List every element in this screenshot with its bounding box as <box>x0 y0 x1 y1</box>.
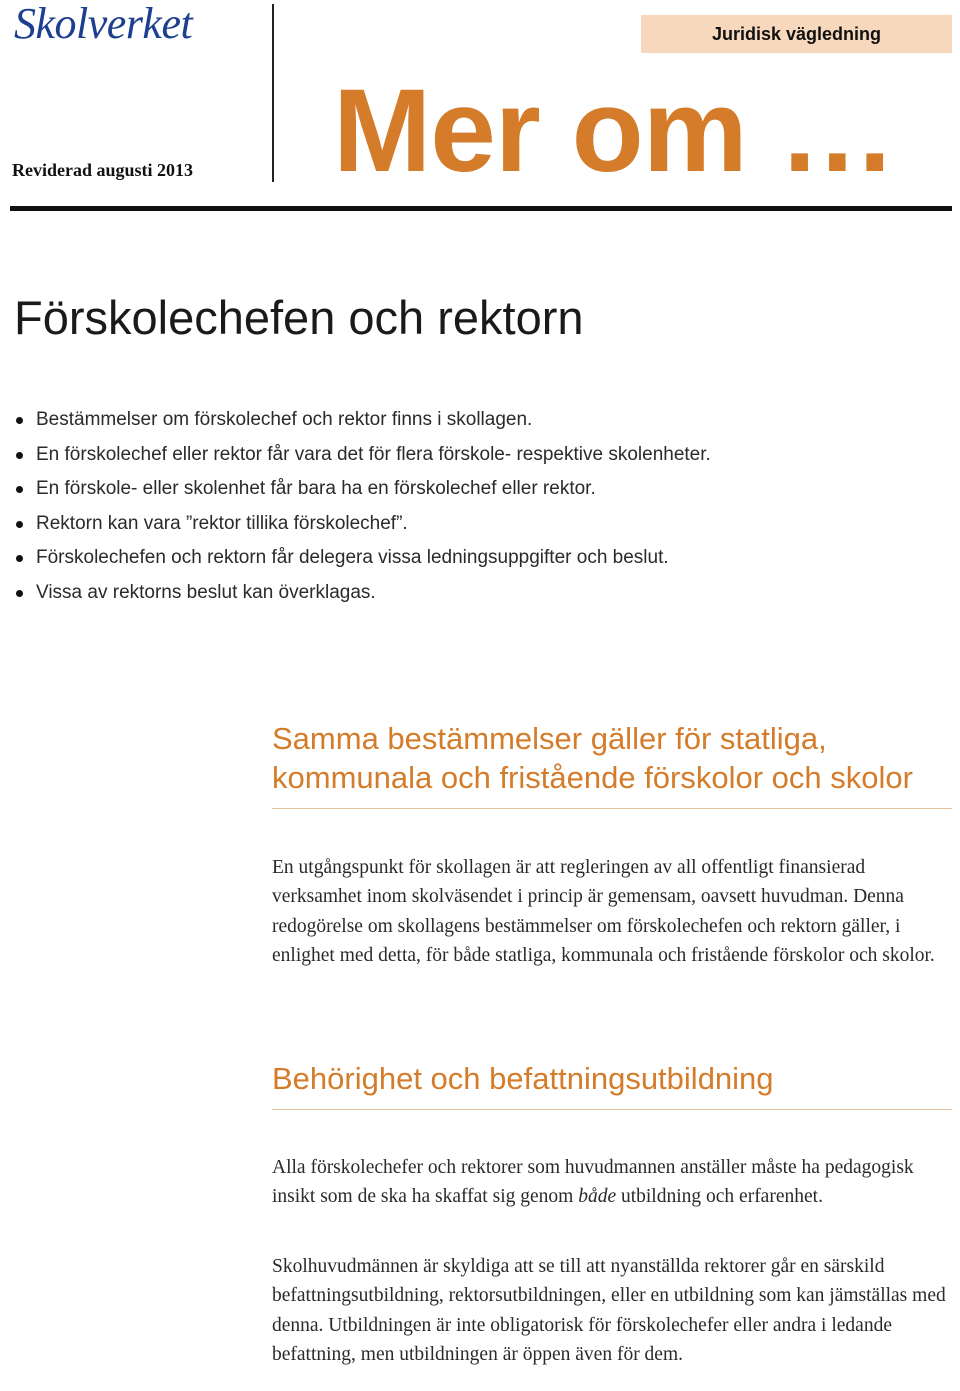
section-qualification-heading <box>272 1059 952 1098</box>
bullet-icon <box>16 555 23 562</box>
section-divider <box>272 808 952 809</box>
section-heading-line: Samma bestämmelser gäller för statliga, <box>272 721 827 756</box>
list-item-text: Förskolechefen och rektorn får delegera vissa ledningsuppgifter och beslut. <box>36 547 669 569</box>
list-item-text: Vissa av rektorns beslut kan överklagas. <box>36 581 376 603</box>
bullet-icon <box>16 590 23 597</box>
bullet-icon <box>16 521 23 528</box>
bullet-icon <box>16 452 23 459</box>
section-heading <box>272 719 952 797</box>
bullet-icon <box>16 417 23 424</box>
list-item <box>14 507 914 542</box>
header-divider <box>10 206 952 211</box>
section-heading-line: kommunala och fristående förskolor och skolor <box>272 760 913 795</box>
paragraph-text: Alla förskolechefer och rektorer som huvudmannen anställer måste ha pedagogisk insikt som de ska ha skaffat sig genom <box>272 1157 914 1208</box>
section-equal-rules-heading <box>272 719 952 797</box>
list-item <box>14 438 914 473</box>
list-item <box>14 403 914 438</box>
section-paragraph: Skolhuvudmännen är skyldiga att se till att nyanställda rektorer går en särskild befattningsutbildning, rektorsutbildningen, eller en utbildning som kan jämställas med denna. Utbildningen är inte obligatorisk för förskolechefer eller andra i ledande befattning, men utbildningen är öppen även för dem. <box>272 1256 946 1365</box>
document-type-label: Juridisk vägledning <box>711 23 882 44</box>
paragraph-text: utbildning och erfarenhet. <box>616 1186 823 1208</box>
list-item-text: Rektorn kan vara ”rektor tillika förskolechef”. <box>36 512 408 534</box>
list-item <box>14 472 914 507</box>
page-title: Förskolechefen och rektorn <box>14 291 584 344</box>
section-divider <box>272 1109 952 1110</box>
emphasized-word: både <box>578 1186 617 1208</box>
section-heading: Behörighet och befattningsutbildning <box>272 1061 774 1096</box>
list-item <box>14 576 914 611</box>
section-paragraph: En utgångspunkt för skollagen är att regleringen av all offentligt finansierad verksamhet inom skolväsendet i princip är gemensam, oavsett huvudman. Denna redogörelse om skollagens bestämmelser om förskolechefen och rektorn gäller, i enlighet med detta, för både statliga, kommunala och fristående förskolor och skolor. <box>272 857 935 966</box>
summary-list <box>14 403 914 611</box>
list-item-text: En förskolechef eller rektor får vara det för flera förskole- respektive skolenheter. <box>36 443 711 465</box>
section-paragraph <box>272 1153 952 1212</box>
list-item <box>14 541 914 576</box>
bullet-icon <box>16 486 23 493</box>
header-vertical-divider <box>272 4 274 182</box>
skolverket-logo: Skolverket <box>14 0 193 48</box>
list-item-text: Bestämmelser om förskolechef och rektor finns i skollagen. <box>36 409 533 430</box>
revision-date: Reviderad augusti 2013 <box>12 160 194 180</box>
series-title: Mer om … <box>333 65 896 197</box>
document-type-badge <box>641 15 952 53</box>
list-item-text: En förskole- eller skolenhet får bara ha en förskolechef eller rektor. <box>36 478 596 500</box>
